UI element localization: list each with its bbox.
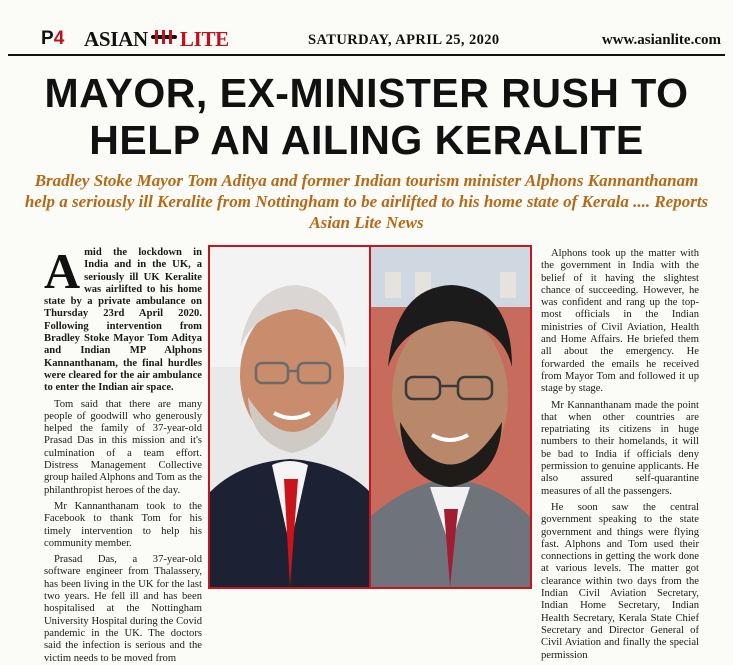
col3-paragraph-1: Alphons took up the matter with the government in India with the belief of it having the slightest chance of succeeding. However, he was confident and rang up the top-most officials in the Indian ministries of Civil Aviation, Health and Home Affairs. He briefed them all about the emergency. He forwarded the emails he received from Mayor Tom and followed it up stage by stage. bbox=[541, 248, 699, 395]
lead-paragraph bbox=[44, 243, 202, 395]
left-portrait bbox=[210, 247, 370, 587]
issue-date: SATURDAY, APRIL 25, 2020 bbox=[308, 32, 500, 48]
page-number bbox=[41, 28, 64, 50]
logo-emblem-icon bbox=[151, 30, 177, 44]
headline-line-2: HELP AN AILING KERALITE bbox=[89, 117, 644, 163]
standfirst: Bradley Stoke Mayor Tom Aditya and former Indian tourism minister Alphons Kannanthanam help a seriously ill Keralite from Nottingham to be airlifted to his home state of Kerala .... Reports Asian Lite News bbox=[24, 171, 709, 232]
lead-text: mid the lockdown in India and in the UK, a seriously ill UK Keralite was airlifted to his home state by a private ambulance on Thursday 23rd April 2020. Following intervention from Bradley Stoke Mayor Tom Aditya and Indian MP Alphons Kannanthanam, the final hurdles were cleared for the air ambulance to enter the Indian air space. bbox=[44, 247, 202, 394]
col3-paragraph-2: Mr Kannanthanam made the point that when other countries are repatriating its citizens in huge numbers to their homelands, it will be bad to India if officials deny permission to genuine applicants. He also assured self-quarantine measures of all the passengers. bbox=[541, 399, 699, 497]
right-portrait bbox=[370, 247, 530, 587]
page-number-digit: 4 bbox=[53, 28, 65, 49]
col1-paragraph-3: Prasad Das, a 37-year-old software engineer from Thalassery, has been living in the UK for the last two years. He fell ill and has been hospitalised at the Nottingham University Hospital during the Covid pandemic in the UK. The doctors said the infection is serious and the victim needs to be moved from bbox=[44, 554, 202, 664]
asian-lite-logo bbox=[84, 27, 229, 52]
website-url: www.asianlite.com bbox=[601, 32, 721, 48]
headline-line-1: MAYOR, EX-MINISTER RUSH TO bbox=[44, 70, 689, 116]
col3-paragraph-3: He soon saw the central government speaking to the state government and things were flying fast. Alphons and Tom used their connections in getting the work done at various levels. The matter got clearance within two days from the Indian Civil Aviation Secretary, Indian Home Secretary, Indian Health Secretary, Kerala State Chief Secretary and Director General of Civil Aviation and finally the special permission bbox=[541, 501, 699, 661]
logo-left-text: ASIAN bbox=[84, 27, 148, 51]
col1-paragraph-2: Mr Kannanthanam took to the Facebook to thank Tom for his timely intervention to help his community member. bbox=[44, 500, 202, 549]
article-photo bbox=[208, 245, 532, 589]
portrait-photos bbox=[210, 247, 530, 587]
logo-right-text: LITE bbox=[179, 27, 229, 51]
masthead bbox=[8, 28, 725, 56]
article-column-3 bbox=[541, 248, 699, 662]
col1-paragraph-1: Tom said that there are many people of goodwill who generously helped the family of 37-year-old Prasad Das in this mission and it's culmination of a team effort. Distress Management Collective group hailed Alphons and Tom as the philanthropist heroes of the day. bbox=[44, 398, 202, 496]
drop-cap: A bbox=[44, 243, 81, 299]
page-prefix: P bbox=[41, 28, 54, 49]
headline bbox=[0, 70, 733, 164]
article-column-1 bbox=[44, 243, 202, 665]
